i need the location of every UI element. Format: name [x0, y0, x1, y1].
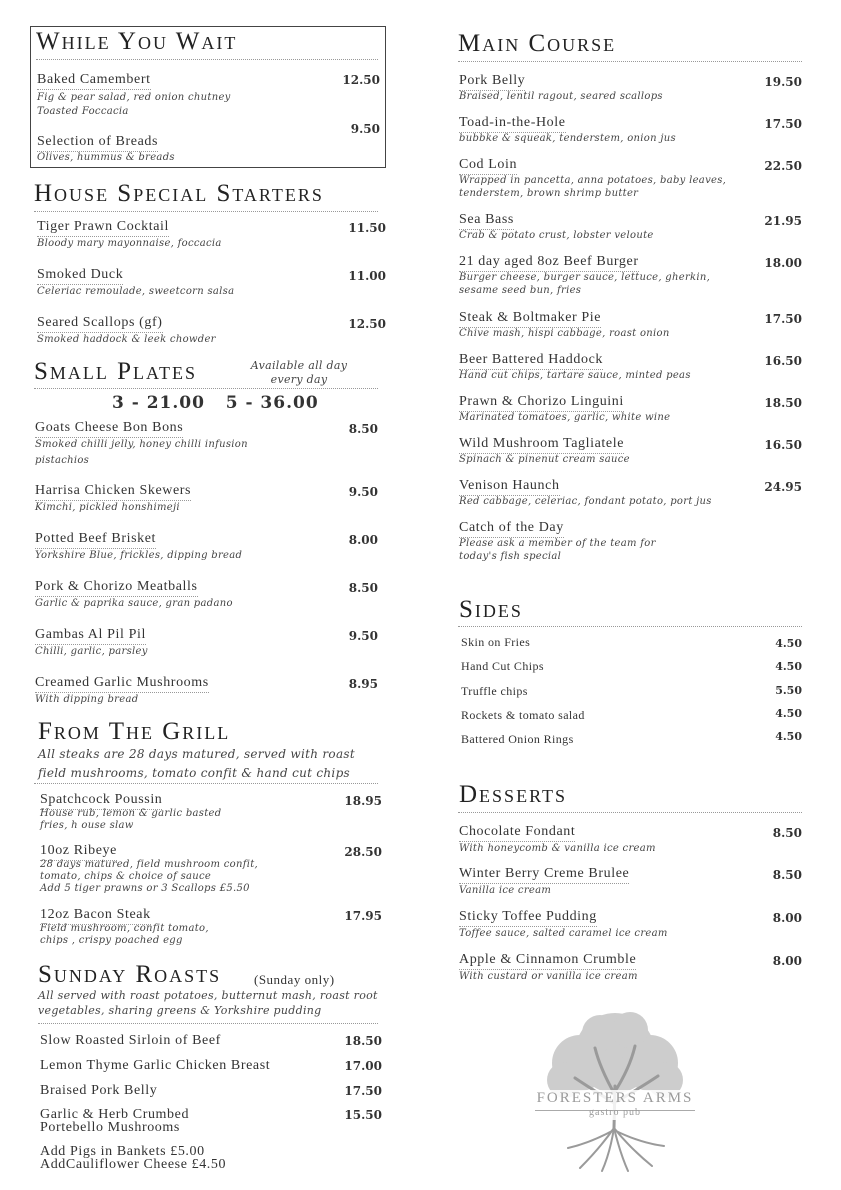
- menu-item-name: Potted Beef Brisket: [35, 531, 156, 549]
- sunday-subtitle: All served with roast potatoes, butternut mash, roast root: [38, 989, 378, 1002]
- menu-item-description: Spinach & pinenut cream sauce: [459, 454, 630, 465]
- menu-item-name: Smoked Duck: [37, 267, 123, 285]
- menu-item-price: 11.00: [348, 269, 386, 283]
- section-divider: [34, 783, 378, 784]
- menu-item-description: Burger cheese, burger sauce, lettuce, gherkin,: [459, 272, 711, 283]
- menu-item-description: Yorkshire Blue, frickles, dipping bread: [35, 550, 243, 561]
- menu-item-name: Tiger Prawn Cocktail: [37, 219, 169, 237]
- section-divider: [458, 626, 802, 627]
- roast-item-name: Garlic & Herb Crumbed: [40, 1107, 190, 1122]
- menu-item-price: 8.50: [772, 826, 802, 840]
- menu-item-description: tomato, chips & choice of sauce: [40, 871, 212, 882]
- section-divider: [458, 61, 802, 62]
- side-item-price: 4.50: [775, 730, 802, 743]
- menu-item-name: Wild Mushroom Tagliatele: [459, 436, 624, 454]
- menu-item-price: 8.95: [348, 677, 378, 691]
- menu-item-description: Garlic & paprika sauce, gran padano: [35, 598, 233, 609]
- section-divider: [36, 59, 378, 60]
- menu-item-description: Celeriac remoulade, sweetcorn salsa: [37, 286, 235, 297]
- menu-item-price: 9.50: [348, 485, 378, 499]
- menu-item-description: Chilli, garlic, parsley: [35, 646, 148, 657]
- menu-item-price: 16.50: [764, 354, 802, 368]
- menu-item-name: Pork & Chorizo Meatballs: [35, 579, 198, 597]
- grill-subtitle: All steaks are 28 days matured, served with roast: [38, 747, 355, 761]
- menu-item-name: Catch of the Day: [459, 520, 564, 538]
- menu-item-description: Toasted Foccacia: [37, 106, 129, 117]
- menu-item-description: bubbke & squeak, tenderstem, onion jus: [459, 133, 676, 144]
- menu-item-name: Creamed Garlic Mushrooms: [35, 675, 209, 693]
- menu-item-price: 17.50: [764, 117, 802, 131]
- starters-title: House Special Starters: [34, 180, 324, 207]
- menu-item-description: Bloody mary mayonnaise, foccacia: [37, 238, 222, 249]
- menu-item-name: Apple & Cinnamon Crumble: [459, 952, 636, 970]
- menu-item-price: 17.95: [344, 909, 382, 923]
- menu-item-description: sesame seed bun, fries: [459, 285, 582, 296]
- section-divider: [458, 812, 802, 813]
- menu-item-description: Chive mash, hispi cabbage, roast onion: [459, 328, 670, 339]
- menu-item-description: Smoked chilli jelly, honey chilli infusion: [35, 439, 248, 450]
- desserts-title: Desserts: [459, 781, 567, 808]
- menu-item-price: 24.95: [764, 480, 802, 494]
- menu-item-price: 9.50: [348, 629, 378, 643]
- side-item-name: Truffle chips: [461, 684, 528, 698]
- section-divider: [34, 388, 378, 389]
- menu-item-name: 10oz Ribeye: [40, 843, 117, 861]
- main-course-title: Main Course: [458, 30, 617, 57]
- sunday-only-note: (Sunday only): [254, 972, 335, 987]
- menu-item-description: Marinated tomatoes, garlic, white wine: [459, 412, 671, 423]
- sides-title: Sides: [459, 596, 523, 623]
- menu-item-price: 12.50: [348, 317, 386, 331]
- menu-item-price: 18.50: [344, 1034, 382, 1048]
- menu-item-description: chips , crispy poached egg: [40, 935, 183, 946]
- menu-item-description: Please ask a member of the team for: [459, 538, 656, 549]
- menu-item-description: House rub, lemon & garlic basted: [40, 808, 222, 819]
- menu-item-name: Baked Camembert: [37, 72, 151, 90]
- roast-addon: AddCauliflower Cheese £4.50: [40, 1157, 227, 1172]
- side-item-name: Hand Cut Chips: [461, 659, 544, 673]
- menu-item-name: Venison Haunch: [459, 478, 560, 496]
- sunday-subtitle: vegetables, sharing greens & Yorkshire pudding: [38, 1004, 322, 1017]
- menu-item-description: fries, h ouse slaw: [40, 820, 134, 831]
- menu-item-price: 22.50: [764, 159, 802, 173]
- menu-item-description: Toffee sauce, salted caramel ice cream: [459, 928, 668, 939]
- menu-item-description: Hand cut chips, tartare sauce, minted peas: [459, 370, 691, 381]
- availability-note: every day: [270, 373, 328, 386]
- while-you-wait-title: While You Wait: [36, 28, 238, 55]
- sunday-roasts-title: Sunday Roasts: [38, 961, 222, 988]
- menu-item-price: 8.00: [348, 533, 378, 547]
- roast-item-name: Portebello Mushrooms: [40, 1120, 180, 1135]
- menu-item-price: 11.50: [348, 221, 386, 235]
- roast-item-name: Braised Pork Belly: [40, 1083, 158, 1098]
- menu-item-name: Cod Loin: [459, 157, 517, 175]
- menu-item-price: 28.50: [344, 845, 382, 859]
- menu-item-name: Sea Bass: [459, 212, 514, 230]
- menu-item-name: Prawn & Chorizo Linguini: [459, 394, 624, 412]
- menu-item-price: 21.95: [764, 214, 802, 228]
- menu-item-price: 17.50: [764, 312, 802, 326]
- menu-item-price: 19.50: [764, 75, 802, 89]
- menu-item-price: 8.50: [772, 868, 802, 882]
- side-item-price: 4.50: [775, 707, 802, 720]
- availability-note: Available all day: [250, 359, 348, 372]
- menu-item-description: Vanilla ice cream: [459, 885, 552, 896]
- menu-item-name: Toad-in-the-Hole: [459, 115, 566, 133]
- menu-item-name: Harrisa Chicken Skewers: [35, 483, 191, 501]
- menu-item-price: 17.50: [344, 1084, 382, 1098]
- section-divider: [34, 211, 378, 212]
- grill-subtitle: field mushrooms, tomato confit & hand cut chips: [38, 766, 351, 780]
- menu-item-name: Goats Cheese Bon Bons: [35, 420, 183, 438]
- menu-item-description: Field mushroom, confit tomato,: [40, 923, 209, 934]
- section-divider: [38, 1023, 378, 1024]
- side-item-price: 5.50: [775, 684, 802, 697]
- roast-addon: Add Pigs in Bankets £5.00: [40, 1144, 205, 1159]
- side-item-price: 4.50: [775, 637, 802, 650]
- roast-item-name: Slow Roasted Sirloin of Beef: [40, 1033, 221, 1048]
- menu-item-description: With honeycomb & vanilla ice cream: [459, 843, 656, 854]
- menu-item-price: 15.50: [344, 1108, 382, 1122]
- menu-item-price: 18.95: [344, 794, 382, 808]
- menu-item-name: Spatchcock Poussin: [40, 792, 162, 810]
- menu-item-price: 8.00: [772, 911, 802, 925]
- menu-item-description: With custard or vanilla ice cream: [459, 971, 638, 982]
- menu-item-name: 12oz Bacon Steak: [40, 907, 151, 925]
- menu-item-price: 8.00: [772, 954, 802, 968]
- menu-item-name: Steak & Boltmaker Pie: [459, 310, 601, 328]
- menu-item-name: Selection of Breads: [37, 134, 158, 152]
- small-plates-title: Small Plates: [34, 358, 198, 385]
- menu-item-price: 8.50: [348, 422, 378, 436]
- menu-item-description: Red cabbage, celeriac, fondant potato, port jus: [459, 496, 712, 507]
- grill-title: From The Grill: [38, 718, 231, 745]
- menu-item-price: 18.50: [764, 396, 802, 410]
- menu-item-description: Wrapped in pancetta, anna potatoes, baby leaves,: [459, 175, 727, 186]
- roast-item-name: Lemon Thyme Garlic Chicken Breast: [40, 1058, 271, 1073]
- menu-item-description: Add 5 tiger prawns or 3 Scallops £5.50: [40, 883, 250, 894]
- menu-item-description: Kimchi, pickled honshimeji: [35, 502, 180, 513]
- menu-item-name: Sticky Toffee Pudding: [459, 909, 597, 927]
- menu-item-description: Crab & potato crust, lobster veloute: [459, 230, 654, 241]
- menu-item-name: Winter Berry Creme Brulee: [459, 866, 629, 884]
- menu-item-name: Pork Belly: [459, 73, 525, 91]
- logo-tagline: gastro pub: [589, 1107, 641, 1118]
- menu-item-name: 21 day aged 8oz Beef Burger: [459, 254, 639, 272]
- menu-item-price: 12.50: [342, 73, 380, 87]
- side-item-name: Battered Onion Rings: [461, 732, 574, 746]
- logo-name: FORESTERS ARMS: [536, 1090, 694, 1106]
- menu-item-description: pistachios: [35, 455, 90, 466]
- small-plates-deal: 3 - 21.00 5 - 36.00: [112, 393, 319, 413]
- menu-item-name: Beer Battered Haddock: [459, 352, 603, 370]
- menu-item-price: 18.00: [764, 256, 802, 270]
- menu-item-description: Fig & pear salad, red onion chutney: [37, 92, 231, 103]
- menu-item-description: With dipping bread: [35, 694, 139, 705]
- menu-item-price: 8.50: [348, 581, 378, 595]
- menu-item-description: today's fish special: [459, 551, 562, 562]
- menu-item-price: 9.50: [350, 122, 380, 136]
- side-item-name: Rockets & tomato salad: [461, 708, 585, 722]
- side-item-price: 4.50: [775, 660, 802, 673]
- side-item-name: Skin on Fries: [461, 635, 531, 649]
- menu-item-name: Gambas Al Pil Pil: [35, 627, 146, 645]
- menu-item-description: tenderstem, brown shrimp butter: [459, 188, 639, 199]
- menu-item-name: Seared Scallops (gf): [37, 315, 163, 333]
- menu-item-description: Olives, hummus & breads: [37, 152, 175, 163]
- menu-item-description: 28 days matured, field mushroom confit,: [40, 859, 259, 870]
- menu-item-name: Chocolate Fondant: [459, 824, 575, 842]
- menu-item-price: 17.00: [344, 1059, 382, 1073]
- menu-item-description: Braised, lentil ragout, seared scallops: [459, 91, 663, 102]
- menu-item-price: 16.50: [764, 438, 802, 452]
- menu-item-description: Smoked haddock & leek chowder: [37, 334, 216, 345]
